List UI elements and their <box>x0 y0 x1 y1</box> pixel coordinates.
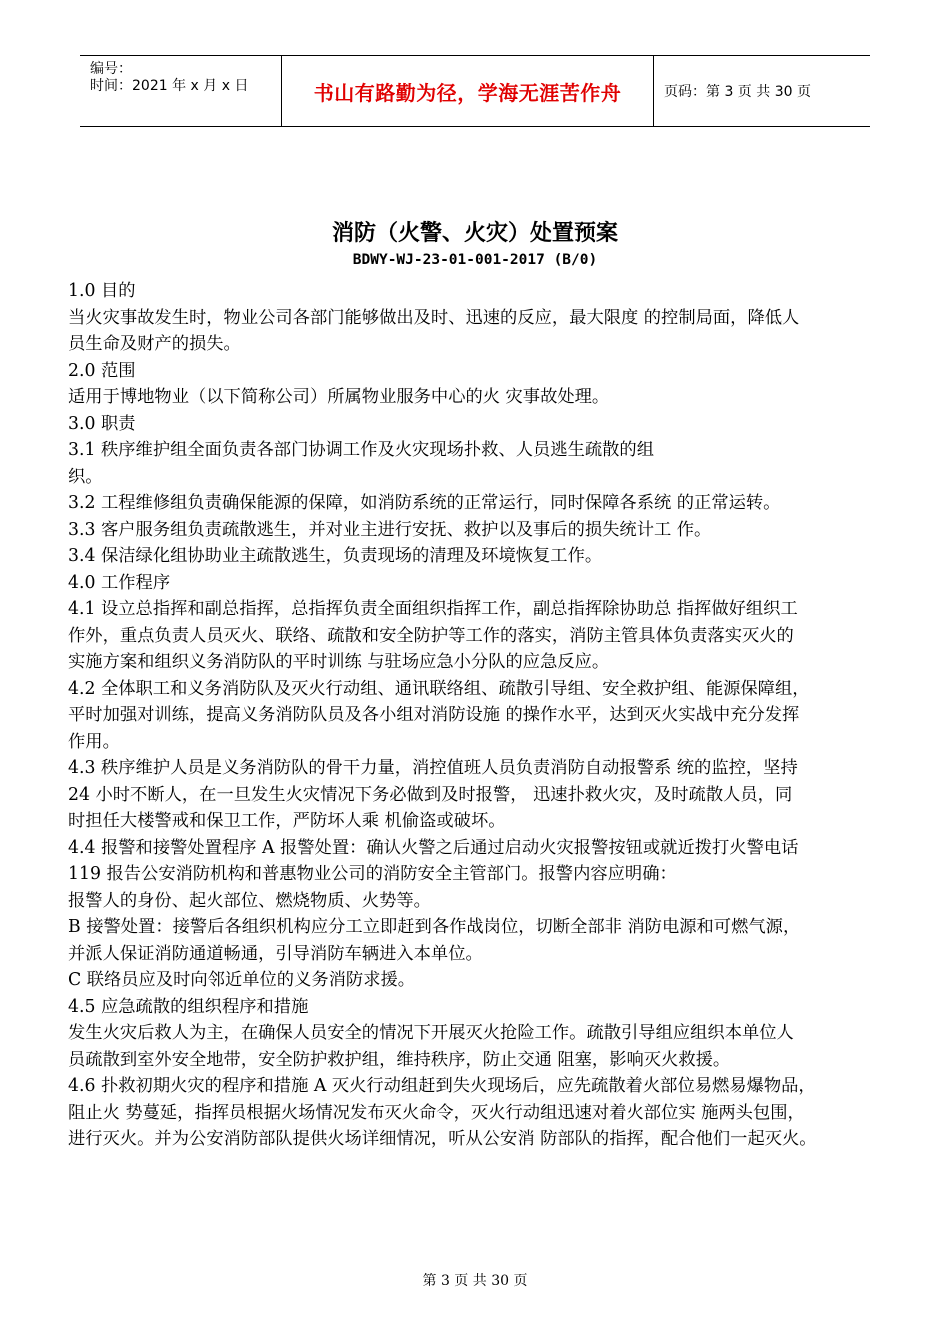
body-line: 4.1 设立总指挥和副总指挥，总指挥负责全面组织指挥工作，副总指挥除协助总 指挥做好组织工 <box>68 599 798 619</box>
body-line: 员生命及财产的损失。 <box>68 334 241 354</box>
body-line: 阻止火 势蔓延，指挥员根据火场情况发布灭火命令，灭火行动组迅速对着火部位实 施两头包围， <box>68 1102 805 1123</box>
body-line: 实施方案和组织义务消防队的平时训练 与驻场应急小分队的应急反应。 <box>68 652 610 672</box>
body-line: 员疏散到室外安全地带，安全防护救护组，维持秩序，防止交通 阻塞，影响灭火救援。 <box>68 1049 731 1070</box>
body-line: 作用。 <box>68 731 120 752</box>
body-line: 3.4 保洁绿化组协助业主疏散逃生，负责现场的清理及环境恢复工作。 <box>68 546 603 566</box>
page-label: 页码：第 3 页 共 30 页 <box>664 84 811 100</box>
body-line: B 接警处置：接警后各组织机构应分工立即赶到各作战岗位，切断全部非 消防电源和可燃气源， <box>68 917 801 937</box>
body-line: 4.5 应急疏散的组织程序和措施 <box>68 996 309 1017</box>
body-line: 119 报告公安消防机构和普惠物业公司的消防安全主管部门。报警内容应明确： <box>68 864 677 884</box>
document-body <box>68 278 898 1153</box>
header-meta-cell <box>80 56 282 126</box>
body-line: 2.0 范围 <box>68 360 136 381</box>
body-line: 报警人的身份、起火部位、燃烧物质、火势等。 <box>68 890 431 911</box>
body-line: 4.6 扑救初期火灾的程序和措施 A 灭火行动组赶到失火现场后，应先疏散着火部位易燃易爆物品， <box>68 1076 816 1096</box>
body-line: 时担任大楼警戒和保卫工作，严防坏人乘 机偷盗或破坏。 <box>68 811 506 831</box>
body-line: 4.0 工作程序 <box>68 572 171 593</box>
header-table <box>80 55 870 127</box>
document-title: 消防（火警、火灾）处置预案 <box>331 221 618 246</box>
motto-text: 书山有路勤为径，学海无涯苦作舟 <box>313 80 622 105</box>
body-line: 3.3 客户服务组负责疏散逃生，并对业主进行安抚、救护以及事后的损失统计工 作。 <box>68 519 712 540</box>
body-line: 织。 <box>68 466 103 487</box>
header-motto-cell <box>282 56 654 126</box>
body-line: 进行灭火。并为公安消防部队提供火场详细情况，听从公安消 防部队的指挥，配合他们一起灭火。 <box>68 1129 817 1149</box>
body-line: 4.3 秩序维护人员是义务消防队的骨干力量，消控值班人员负责消防自动报警系 统的监控，坚持 <box>68 758 798 778</box>
document-code: BDWY-WJ-23-01-001-2017 (B/0) <box>352 252 598 268</box>
body-line: 当火灾事故发生时，物业公司各部门能够做出及时、迅速的反应，最大限度 的控制局面，降低人 <box>68 307 800 328</box>
body-line: 4.4 报警和接警处置程序 A 报警处置：确认火警之后通过启动火灾报警按钮或就近拨打火警电话 <box>68 837 799 858</box>
body-line: 3.1 秩序维护组全面负责各部门协调工作及火灾现场扑救、人员逃生疏散的组 <box>68 440 654 460</box>
body-line: 发生火灾后救人为主，在确保人员安全的情况下开展灭火抢险工作。疏散引导组应组织本单位人 <box>68 1023 794 1043</box>
body-line: 适用于博地物业（以下简称公司）所属物业服务中心的火 灾事故处理。 <box>68 387 610 407</box>
page-footer: 第 3 页 共 30 页 <box>422 1273 528 1289</box>
body-line: 并派人保证消防通道畅通，引导消防车辆进入本单位。 <box>68 943 483 964</box>
body-line: 作外，重点负责人员灭火、联络、疏散和安全防护等工作的落实，消防主管具体负责落实灭火的 <box>68 625 794 646</box>
header-page-cell <box>654 56 870 126</box>
body-line: 平时加强对训练，提高义务消防队员及各小组对消防设施 的操作水平，达到灭火实战中充分发挥 <box>68 705 800 725</box>
time-label: 时间：2021 年 x 月 x 日 <box>90 78 249 94</box>
serial-label: 编号： <box>90 61 132 77</box>
body-line: 1.0 目的 <box>68 281 136 301</box>
body-line: 3.0 职责 <box>68 413 136 434</box>
body-line: 4.2 全体职工和义务消防队及灭火行动组、通讯联络组、疏散引导组、安全救护组、能源保障组， <box>68 678 810 699</box>
body-line: 24 小时不断人，在一旦发生火灾情况下务必做到及时报警， 迅速扑救火灾，及时疏散人员，同 <box>68 784 793 805</box>
body-line: C 联络员应及时向邻近单位的义务消防求援。 <box>68 970 416 990</box>
body-line: 3.2 工程维修组负责确保能源的保障，如消防系统的正常运行，同时保障各系统 的正常运转。 <box>68 493 781 513</box>
